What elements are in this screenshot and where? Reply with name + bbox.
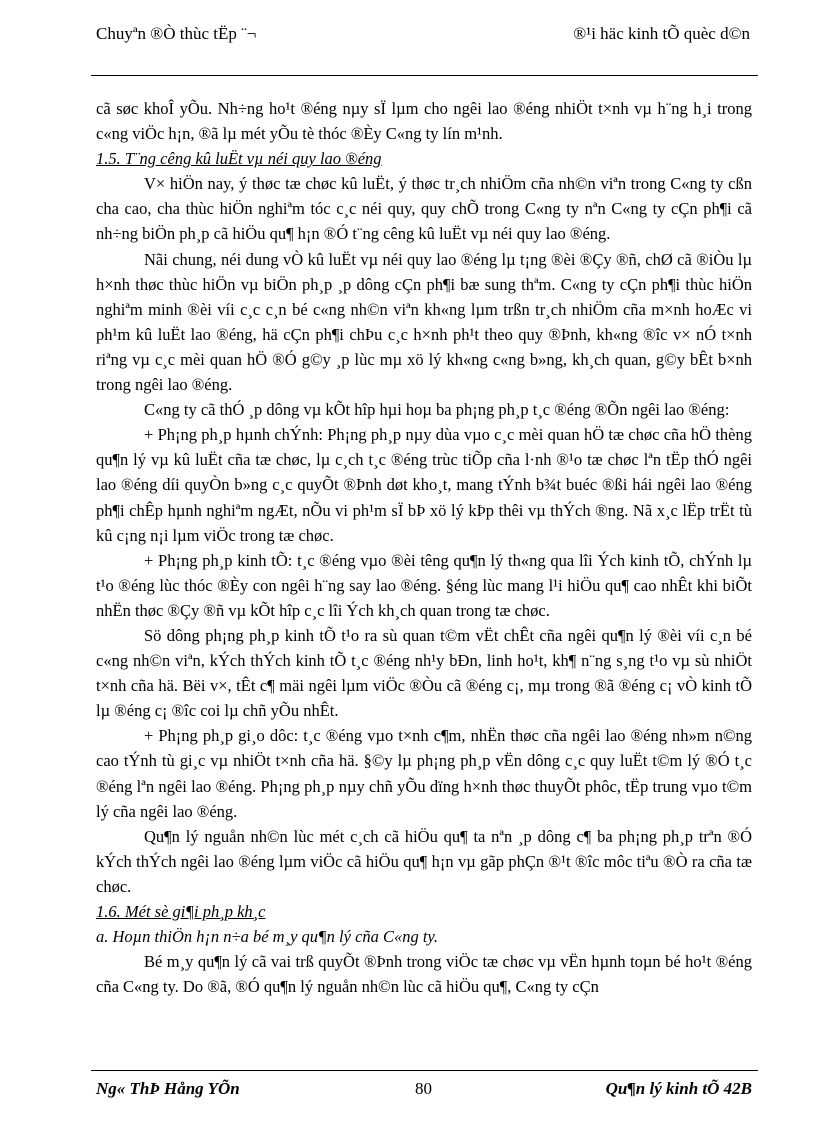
footer-author: Ng« ThÞ Hång YÕn (96, 1079, 240, 1098)
paragraph: C«ng ty cã thÓ ¸p dông vµ kÕt hîp hµi hoµ ba ph¡ng ph¸p t¸c ®éng ®Õn ngêi lao ®éng: (144, 400, 730, 420)
section-heading: 1.6. Mét sè gi¶i ph¸p kh¸c (96, 902, 266, 921)
footer-class: Qu¶n lý kinh tÕ 42B (605, 1079, 752, 1098)
header-rule (91, 75, 758, 76)
paragraph: V× hiÖn nay, ý thøc tæ chøc kû luËt, ý thøc tr¸ch nhiÖm cña nh©n viªn trong C«ng ty cßn cha cao, cha thùc hiÖn nghiªm tóc c¸c néi quy, quy chÕ trong C«ng ty nªn C«ng ty cÇn ph¶i cã nh÷ng biÖn ph¸p cã hiÖu qu¶ h¡n ®Ó t¨ng cêng kû luËt vµ néi quy lao ®éng. (96, 174, 752, 244)
paragraph: + Ph¡ng ph¸p gi¸o dôc: t¸c ®éng vµo t×nh c¶m, nhËn thøc cña ngêi lao ®éng nh»m n©ng cao tÝnh tù gi¸c vµ nhiÖt t×nh cña hä. §©y lµ ph¡ng ph¸p vËn dông c¸c quy luËt t©m lý ®Ó t¸c ®éng lªn ngêi lao ®éng. Ph¡ng ph¸p nµy chñ yÕu dïng h×nh thøc thuyÕt phôc, tËp trung vµo t©m lý cña ngêi lao ®éng. (96, 726, 752, 821)
paragraph: + Ph¡ng ph¸p hµnh chÝnh: Ph¡ng ph¸p nµy dùa vµo c¸c mèi quan hÖ tæ chøc cña hÖ thèng qu¶n lý vµ kû luËt cña tæ chøc, lµ c¸ch t¸c ®éng trùc tiÕp cña l·nh ®¹o tæ chøc lªn tËp thÓ ngêi lao ®éng díi quyÒn b»ng c¸c quyÕt ®Þnh døt kho¸t, mang tÝnh b¾t buéc ®ßi hái ngêi lao ®éng ph¶i chÊp hµnh nghiªm ngÆt, nÕu vi ph¹m sÏ bÞ xö lý kÞp thêi vµ thÝch ®ng. Nã x¸c lËp trËt tù kû c¡ng n¡i lµm viÖc trong tæ chøc. (96, 425, 752, 545)
paragraph: cã søc khoÎ yÕu. Nh÷ng ho¹t ®éng nµy sÏ lµm cho ngêi lao ®éng nhiÖt t×nh vµ h¨ng h¸i trong c«ng viÖc h¡n, ®ã lµ mét yÕu tè thóc ®Èy C«ng ty lín m¹nh. (96, 99, 752, 144)
page-number: 80 (415, 1079, 432, 1098)
subsection-heading: a. Hoµn thiÖn h¡n n÷a bé m¸y qu¶n lý cña C«ng ty. (96, 927, 439, 947)
section-heading: 1.5. T¨ng cêng kû luËt vµ néi quy lao ®éng (96, 149, 382, 169)
paragraph: Sö dông ph¡ng ph¸p kinh tÕ t¹o ra sù quan t©m vËt chÊt cña ngêi qu¶n lý ®èi víi c¸n bé c«ng nh©n viªn, kÝch thÝch kinh tÕ t¸c ®éng nh¹y bÐn, linh ho¹t, kh¶ n¨ng s¸ng t¹o vµ sù nhiÖt t×nh cña hä. Bëi v×, tÊt c¶ mäi ngêi lµm viÖc ®Òu cã ®éng c¡, mµ trong ®ã ®éng c¡ vÒ kinh tÕ lµ ®éng c¡ ®îc coi lµ chñ yÕu nhÊt. (96, 625, 752, 721)
paragraph: Bé m¸y qu¶n lý cã vai trß quyÕt ®Þnh trong viÖc tæ chøc vµ vËn hµnh toµn bé ho¹t ®éng cña C«ng ty. Do ®ã, ®Ó qu¶n lý nguån nh©n lùc cã hiÖu qu¶, C«ng ty cÇn (96, 952, 752, 997)
footer-rule (91, 1070, 758, 1071)
paragraph: Qu¶n lý nguån nh©n lùc mét c¸ch cã hiÖu qu¶ ta nªn ¸p dông c¶ ba ph¡ng ph¸p trªn ®Ó kÝch thÝch ngêi lao ®éng lµm viÖc cã hiÖu qu¶ h¡n vµ gãp phÇn ®¹t ®îc môc tiªu ®Ò ra cña tæ chøc. (96, 826, 752, 896)
running-header-right: ®¹i häc kinh tÕ quèc d©n (573, 24, 750, 43)
running-header-left: Chuyªn ®Ò thùc tËp ¨¬ (96, 24, 257, 43)
paragraph: + Ph¡ng ph¸p kinh tÕ: t¸c ®éng vµo ®èi têng qu¶n lý th«ng qua lîi Ých kinh tÕ, chÝnh lµ t¹o ®éng lùc thóc ®Èy con ngêi h¨ng say lao ®éng. §éng lùc mang l¹i hiÖu qu¶ cao nhÊt khi biÕt nhËn thøc ®Çy ®ñ vµ kÕt hîp c¸c lîi Ých kh¸ch quan trong tæ chøc. (96, 550, 752, 620)
paragraph: Nãi chung, néi dung vÒ kû luËt vµ néi quy lao ®éng lµ t¡ng ®èi ®Çy ®ñ, chØ cã ®iÒu lµ h×nh thøc thùc hiÖn vµ biÖn ph¸p ¸p dông cÇn ph¶i bæ sung thªm. C«ng ty cÇn ph¶i thùc hiÖn nghiªm minh ®èi víi c¸c c¸n bé c«ng nh©n viªn kh«ng lµm trßn tr¸ch nhiÖm cña m×nh hoÆc vi ph¹m kû luËt lao ®éng, hä cÇn ph¶i chÞu c¸c h×nh ph¹t theo quy ®Þnh, kh«ng ®îc v× nÓ t×nh riªng vµ c¸c mèi quan hÖ ®Ó g©y ¸p lùc mµ xö lý kh«ng c«ng b»ng, kh¸ch quan, g©y bÊt b×nh trong ngêi lao ®éng. (96, 249, 752, 395)
page-body (96, 96, 752, 999)
